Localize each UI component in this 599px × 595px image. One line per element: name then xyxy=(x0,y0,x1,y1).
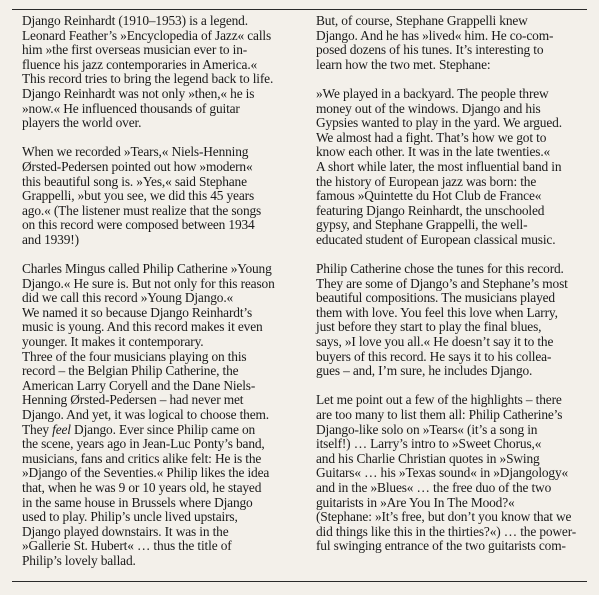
text-line: fluence his jazz contemporaries in America.« xyxy=(22,56,258,72)
text-line: guitarists in »Are You In The Mood?« xyxy=(316,494,515,510)
top-rule xyxy=(12,9,587,10)
text-line: musicians, fans and critics alike felt: He is the xyxy=(22,450,262,466)
text-line: This record tries to bring the legend back to life. xyxy=(22,71,274,87)
text-line: When we recorded »Tears,« Niels-Henning xyxy=(22,144,249,160)
text-line: (Stephane: »It’s free, but don’t you know that we xyxy=(316,509,572,525)
text-line: Django.« He sure is. But not only for this reason xyxy=(22,275,275,291)
text-line: Django. And yet, it was logical to choose them. xyxy=(22,407,269,423)
paragraph-musicians xyxy=(22,350,294,569)
text-line: Philip’s lovely ballad. xyxy=(22,552,136,568)
text-line: Django played downstairs. It was in the xyxy=(22,523,229,539)
text-line: Three of the four musicians playing on this xyxy=(22,348,247,364)
text-line: him »the first overseas musician ever to in- xyxy=(22,42,248,58)
paragraph-young-django xyxy=(22,262,294,350)
text-line: the scene, years ago in Jean-Luc Ponty’s band, xyxy=(22,436,265,452)
text-line: record – the Belgian Philip Catherine, the xyxy=(22,363,239,379)
emphasis: feel xyxy=(52,421,71,437)
text-line: Ørsted-Pedersen pointed out how »modern« xyxy=(22,158,253,174)
text-line: Django Reinhardt (1910–1953) is a legend. xyxy=(22,13,248,28)
text-line: Leonard Feather’s »Encyclopedia of Jazz« calls xyxy=(22,27,272,43)
text-line: Django Reinhardt was not only »then,« he is xyxy=(22,85,255,101)
paragraph-grappelli xyxy=(316,14,588,72)
text-line: »now.« He influenced thousands of guitar xyxy=(22,100,240,116)
right-column xyxy=(316,14,588,569)
text-line: and his Charlie Christian quotes in »Swing xyxy=(316,450,540,466)
text-line: ful swinging entrance of the two guitarists com- xyxy=(316,538,566,554)
text-line: this beautiful song is. »Yes,« said Stephane xyxy=(22,173,247,189)
text-line: Philip Catherine chose the tunes for this record. xyxy=(316,261,564,277)
text-line: »Gallerie St. Hubert« … thus the title of xyxy=(22,538,232,554)
text-line: in the same house in Brussels where Django xyxy=(22,494,253,510)
text-line: did we call this record »Young Django.« xyxy=(22,290,234,306)
text-line: We named it so because Django Reinhardt’s xyxy=(22,304,253,320)
text-line: famous »Quintette du Hot Club de France« xyxy=(316,188,542,204)
left-column xyxy=(22,14,294,583)
text-line: did things like this in the thirties?«) … the power- xyxy=(316,523,577,539)
text-line: gypsy, and Stephane Grappelli, the well- xyxy=(316,217,528,233)
text-line: A short while later, the most influential band in xyxy=(316,158,562,174)
text-line: on this record were composed between 1934 xyxy=(22,217,255,233)
paragraph-tears xyxy=(22,145,294,247)
text-line: younger. It makes it contemporary. xyxy=(22,334,204,350)
text-line: says, »I love you all.« He doesn’t say it to the xyxy=(316,334,554,350)
text-line: American Larry Coryell and the Dane Niels- xyxy=(22,377,256,393)
bottom-rule xyxy=(12,581,587,582)
text-line: used to play. Philip’s uncle lived upstairs, xyxy=(22,509,238,525)
text-line: beautiful compositions. The musicians played xyxy=(316,290,555,306)
text-line: Charles Mingus called Philip Catherine »Young xyxy=(22,261,272,277)
text-line: We almost had a fight. That’s how we got to xyxy=(316,129,547,145)
paragraph-tunes xyxy=(316,262,588,379)
text-line: Henning Ørsted-Pedersen – had never met xyxy=(22,392,244,408)
text-line: and in the »Blues« … the free duo of the two xyxy=(316,480,552,495)
text-line: Let me point out a few of the highlights – there xyxy=(316,392,562,408)
text-line: They are some of Django’s and Stephane’s most xyxy=(316,275,568,291)
text-line: educated student of European classical music. xyxy=(316,231,556,247)
text-line: know each other. It was in the late twenties.« xyxy=(316,144,551,160)
text-line: »We played in a backyard. The people threw xyxy=(316,85,549,101)
text-line: Guitars« … his »Texas sound« in »Djangology« xyxy=(316,465,569,481)
text-line: buyers of this record. He says it to his collea- xyxy=(316,348,552,364)
text-line: them with love. You feel this love when Larry, xyxy=(316,304,558,320)
text-line: that, when he was 9 or 10 years old, he stayed xyxy=(22,480,262,495)
text-line: posed dozens of his tunes. It’s interesting to xyxy=(316,42,544,58)
text-line: But, of course, Stephane Grappelli knew xyxy=(316,13,528,28)
paragraph-intro xyxy=(22,14,294,131)
text-line: money out of the windows. Django and his xyxy=(316,100,541,116)
text-line: itself!) … Larry’s intro to »Sweet Chorus,« xyxy=(316,436,542,452)
text-line: players the world over. xyxy=(22,115,142,131)
text-line: just before they start to play the final blues, xyxy=(316,319,542,335)
text-line: featuring Django Reinhardt, the unschooled xyxy=(316,202,545,218)
text-line: Django-like solo on »Tears« (it’s a song in xyxy=(316,421,538,437)
paragraph-quote-backyard xyxy=(316,87,588,248)
text-line: are too many to list them all: Philip Catherine’s xyxy=(316,407,563,423)
text-line: music is young. And this record makes it even xyxy=(22,319,263,335)
text-line: ago.« (The listener must realize that the songs xyxy=(22,202,262,218)
text-line: »Django of the Seventies.« Philip likes the idea xyxy=(22,465,270,481)
text-line: gues – and, I’m sure, he includes Django. xyxy=(316,363,533,379)
text-line: They feel Django. Ever since Philip came on xyxy=(22,421,256,437)
text-line: Gypsies wanted to play in the yard. We argued. xyxy=(316,115,562,131)
text-line: Django. And he has »lived« him. He co-com- xyxy=(316,27,554,43)
text-line: the history of European jazz was born: the xyxy=(316,173,537,189)
text-line: Grappelli, »but you see, we did this 45 years xyxy=(22,188,254,204)
text-line: and 1939!) xyxy=(22,231,79,247)
text-line: learn how the two met. Stephane: xyxy=(316,56,491,72)
paragraph-highlights xyxy=(316,393,588,554)
